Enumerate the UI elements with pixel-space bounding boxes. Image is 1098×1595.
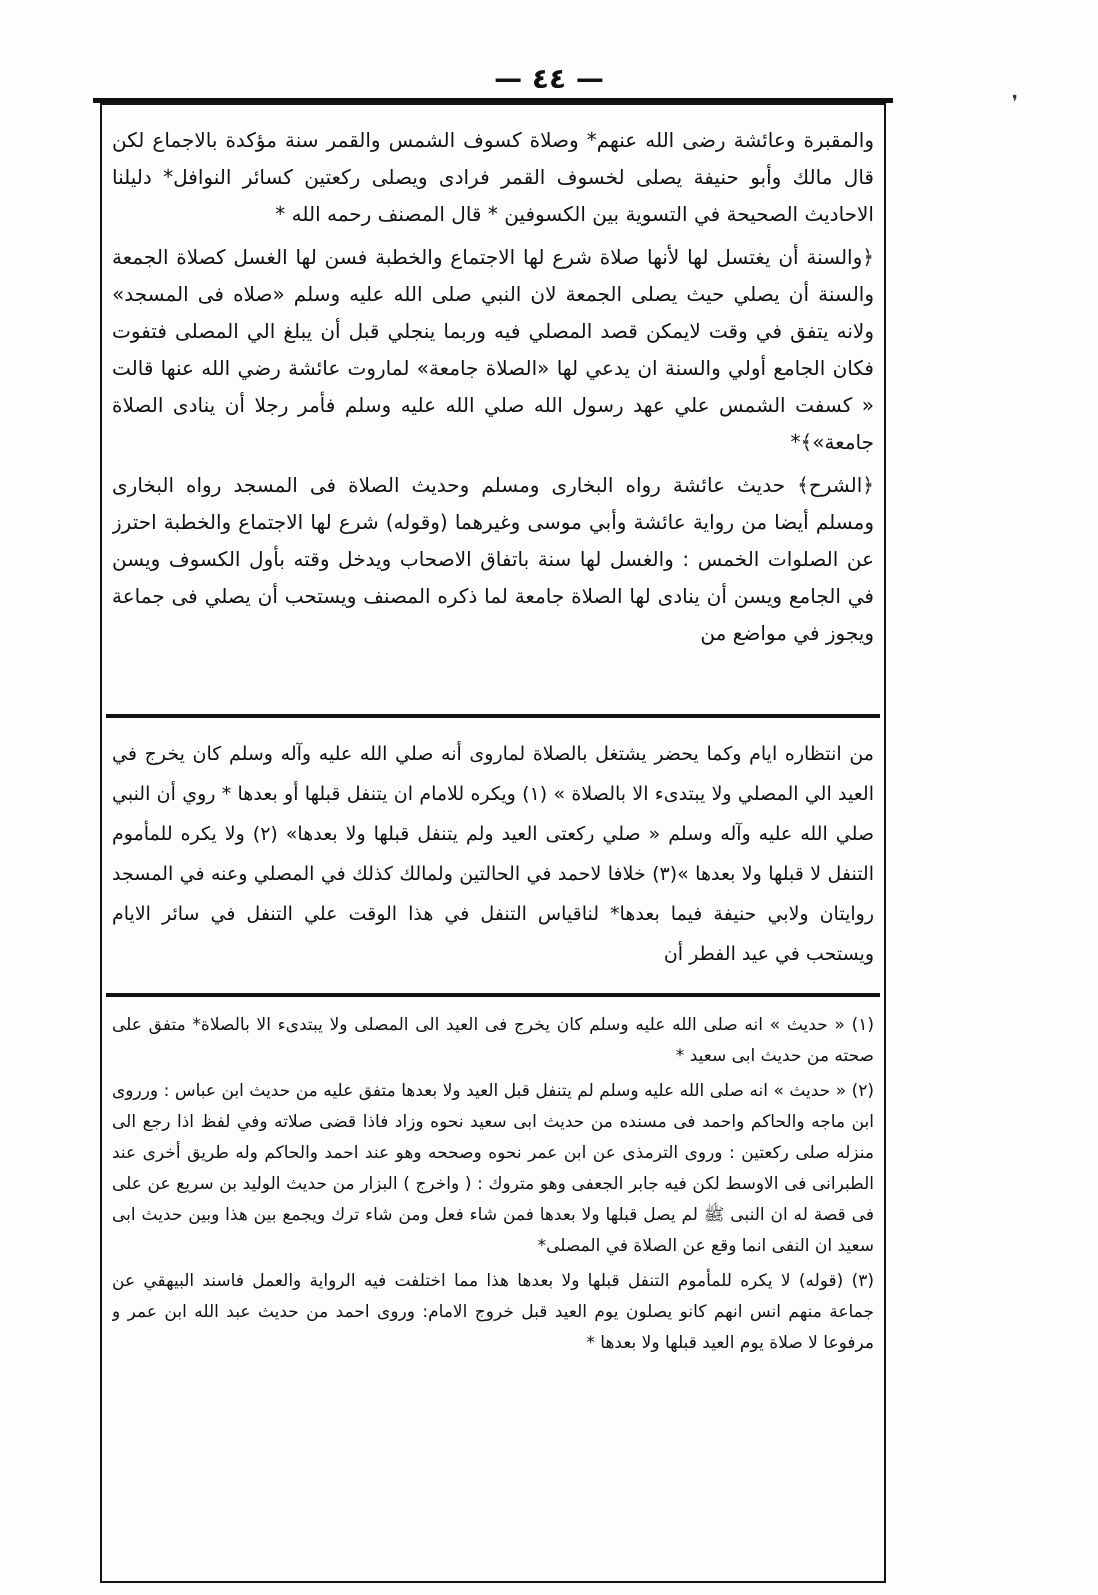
- main-paragraph: والمقبرة وعائشة رضى الله عنهم* وصلاة كسوف الشمس والقمر سنة مؤكدة بالاجماع لكن قال مالك وأبو حنيفة يصلى لخسوف القمر فرادى ويصلى ركعتين كسائر النوافل* دليلنا الاحاديث الصحيحة في التسوية بين الكسوفين * قال المصنف رحمه الله *: [112, 128, 874, 226]
- footnote-2: (٢) « حديث » انه صلى الله عليه وسلم لم يتنفل قبل العيد ولا بعدها متفق عليه من حديث ابن عباس : ورروى ابن ماجه والحاكم واحمد فى مسنده من حديث ابى سعيد نحوه وزاد فاذا قضى صلاته وفي لفظ اذا رجع الى منزله صلى ركعتين : وروى الترمذى عن ابن عمر نحوه وصححه وهو عند احمد والحاكم وله طريق أخرى عند الطبرانى فى الاوسط لكن فيه جابر الجعفى وهو متروك : ( واخرج ) البزار من حديث الوليد بن سريع عن على فى قصة له ان النبى ﷺ لم يصل قبلها ولا بعدها فمن شاء فعل ومن شاء ترك ويجمع بين هذا وبين حديث ابى سعيد ان النفى انما وقع عن الصلاة في المصلى*: [112, 1081, 874, 1256]
- main-paragraph: ﴿والسنة أن يغتسل لها لأنها صلاة شرع لها الاجتماع والخطبة فسن لها الغسل كصلاة الجمعة والسنة أن يصلي حيث يصلى الجمعة لان النبي صلى الله عليه وسلم «صلاه فى المسجد» ولانه يتفق في وقت لايمكن قصد المصلي فيه وربما ينجلي قبل أن يبلغ الي المصلى فتفوت فكان الجامع أولي والسنة ان يدعي لها «الصلاة جامعة» لماروت عائشة رضي الله عنها قالت « كسفت الشمس علي عهد رسول الله صلي الله عليه وسلم فأمر رجلا أن ينادى الصلاة جامعة»﴾*: [112, 245, 874, 454]
- commentary-text: [112, 734, 874, 984]
- footnote-divider: [106, 993, 880, 997]
- sharh-section: [112, 467, 874, 652]
- section-divider: [106, 714, 880, 718]
- page-number: — ٤٤ —: [494, 62, 604, 95]
- footnote-3: (٣) (قوله) لا يكره للمأموم التنفل قبلها ولا بعدها هذا مما اختلفت فيه الرواية والعمل فاسند البيهقي عن جماعة منهم انس انهم كانو يصلون يوم العيد قبل خروج الامام: وروى احمد من حديث عبد الله ابن عمر و مرفوعا لا صلاة يوم العيد قبلها ولا بعدها *: [112, 1271, 874, 1353]
- sharh-paragraph: ﴿الشرح﴾ حديث عائشة رواه البخارى ومسلم وحديث الصلاة فى المسجد رواه البخارى ومسلم أيضا من رواية عائشة وأبي موسى وغيرهما (وقوله) شرع لها الاجتماع والخطبة احترز عن الصلوات الخمس : والغسل لها سنة باتفاق الاصحاب ويدخل وقته بأول الكسوف ويسن في الجامع ويسن أن ينادى لها الصلاة جامعة لما ذكره المصنف ويستحب أن يصلي فى جماعة ويجوز في مواضع من: [112, 473, 874, 645]
- footnote-1: (١) « حديث » انه صلى الله عليه وسلم كان يخرج فى العيد الى المصلى ولا يبتدىء الا بالصلاة* متفق على صحته من حديث ابى سعيد *: [112, 1015, 874, 1066]
- margin-mark: ❜: [1012, 92, 1018, 113]
- commentary-paragraph: من انتظاره ايام وكما يحضر يشتغل بالصلاة لماروى أنه صلي الله عليه وآله وسلم كان يخرج في العيد الي المصلي ولا يبتدىء الا بالصلاة » (١) ويكره للامام ان يتنفل قبلها أو بعدها * روي أن النبي صلي الله عليه وآله وسلم « صلي ركعتى العيد ولم يتنفل قبلها ولا بعدها» (٢) ولا يكره للمأموم التنفل لا قبلها ولا بعدها »(٣) خلافا لاحمد في الحالتين ولمالك كذلك في المصلي وعنه في المسجد روايتان ولابي حنيفة فيما بعدها* لناقياس التنفل في هذا الوقت علي التنفل في سائر الايام ويستحب في عيد الفطر أن: [112, 743, 874, 965]
- footnotes: [112, 1010, 874, 1575]
- main-text: [112, 122, 874, 712]
